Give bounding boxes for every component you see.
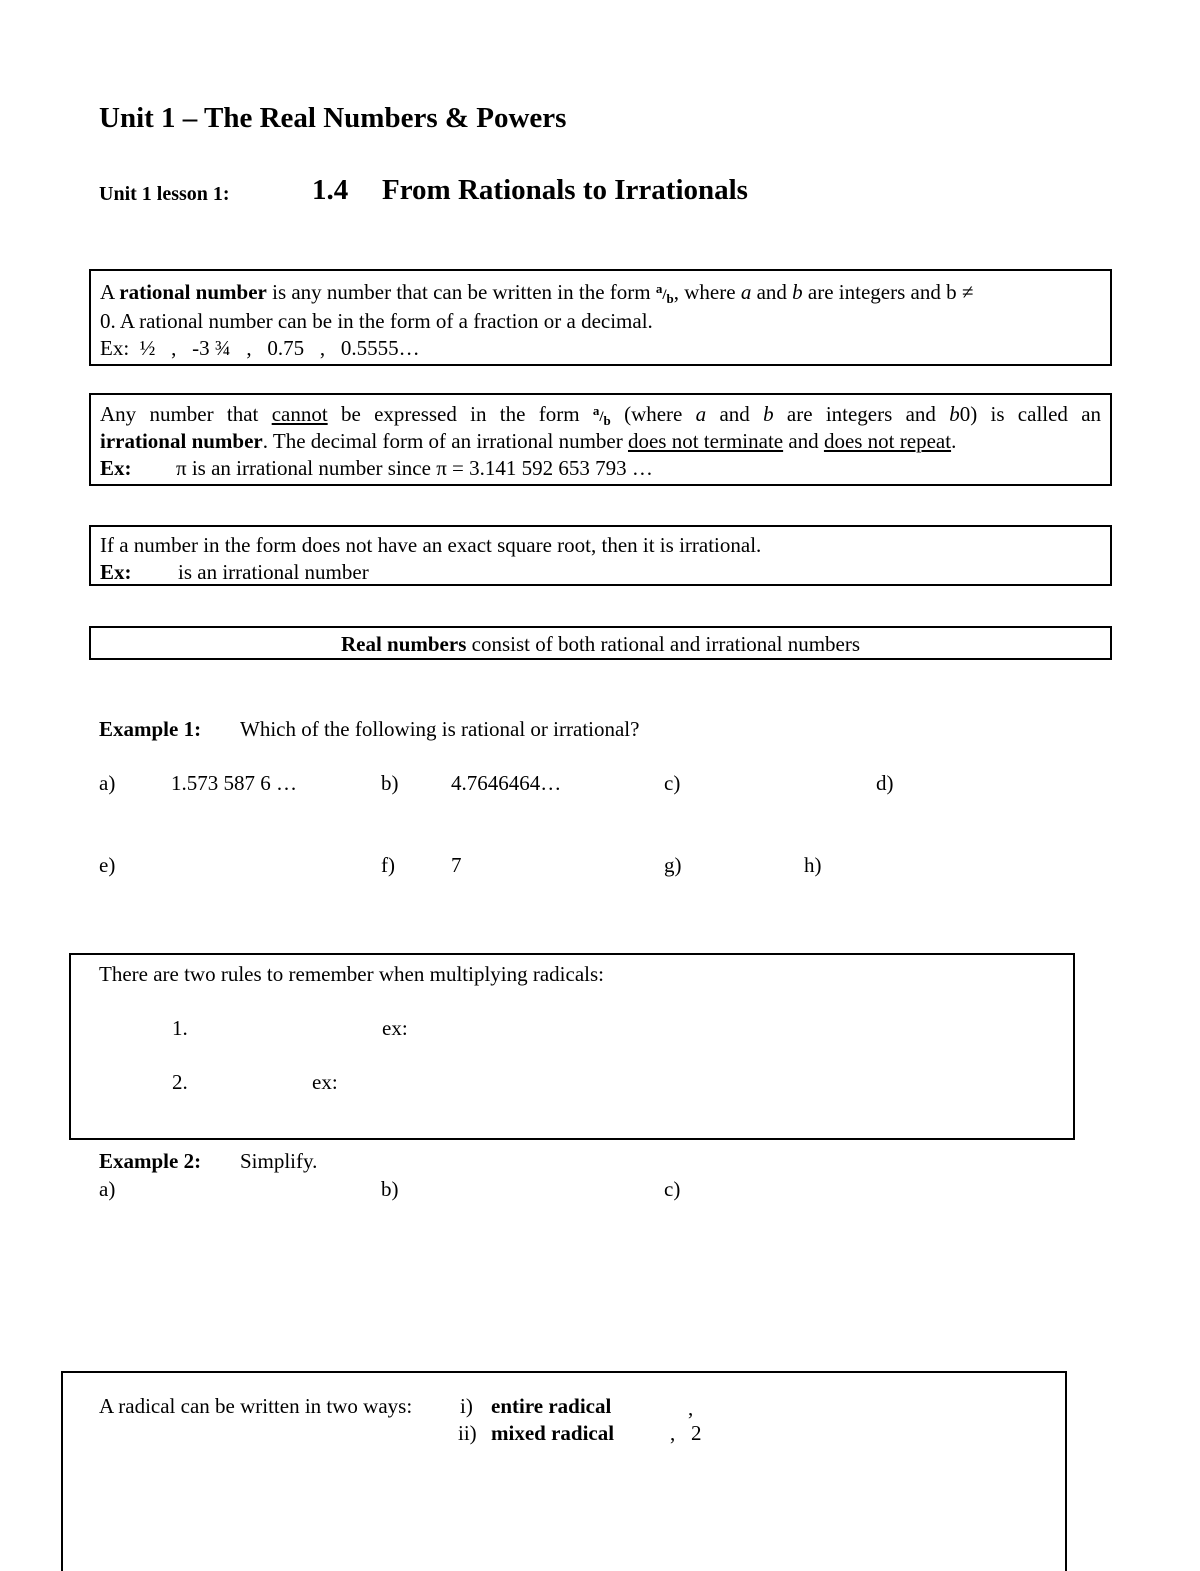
square-root-rule: If a number in the form does not have an exact square root, then it is irrational. (100, 533, 762, 557)
rule1-ex-label: ex: (382, 1016, 408, 1040)
example1-d-label: d) (876, 771, 894, 795)
radical-forms-box (61, 1371, 1067, 1571)
fraction-a-over-b: $^a/_b$ (655, 281, 674, 306)
example1-b-value: 4.7646464… (451, 771, 562, 795)
rules-intro: There are two rules to remember when multiplying radicals: (99, 962, 604, 986)
rule1-number: 1. (172, 1016, 188, 1040)
example2-label: Example 2: (99, 1149, 202, 1173)
irrational-term: irrational number (100, 428, 263, 453)
lesson-title: From Rationals to Irrationals (382, 174, 748, 206)
rule2-ex-label: ex: (312, 1070, 338, 1094)
square-root-box (89, 525, 1112, 586)
real-numbers-box (89, 626, 1112, 660)
example1-a-label: a) (99, 771, 116, 795)
example1-label: Example 1: (99, 717, 202, 741)
example2-c-label: c) (664, 1177, 681, 1201)
example1-h-label: h) (804, 853, 822, 877)
radical-intro: A radical can be written in two ways: (99, 1394, 413, 1418)
fraction-a-over-b: $^a/_b$ (592, 403, 611, 428)
irrational-example: Ex: π is an irrational number since π = 3.141 592 653 793 … (100, 456, 653, 481)
irrational-definition-box (89, 393, 1112, 486)
example1-f-value: 7 (451, 853, 462, 877)
example2-a-label: a) (99, 1177, 116, 1201)
example1-b-label: b) (381, 771, 399, 795)
irrational-definition-line2: irrational number. The decimal form of an irrational number does not terminate and does not repeat. (100, 428, 957, 453)
lesson-label: Unit 1 lesson 1: (99, 183, 230, 205)
entire-radical-tail: , (688, 1396, 694, 1420)
lesson-number: 1.4 (312, 174, 349, 206)
irrational-definition-text: Any number that cannot be expressed in the form $^a/_b$ (where a and b are integers and b0) is called an (100, 402, 1102, 428)
radical-ii-label: ii) (458, 1421, 477, 1445)
rational-definition-line2: 0. A rational number can be in the form of a fraction or a decimal. (100, 308, 653, 333)
example1-a-value: 1.573 587 6 … (171, 771, 297, 795)
rational-examples: Ex: ½ , -3 ¾ , 0.75 , 0.5555… (100, 336, 420, 361)
multiplying-radicals-box (69, 953, 1075, 1140)
radical-i-label: i) (460, 1394, 473, 1418)
example1-c-label: c) (664, 771, 681, 795)
example2-b-label: b) (381, 1177, 399, 1201)
real-numbers-text: Real numbers consist of both rational and irrational numbers (340, 632, 861, 656)
example1-g-label: g) (664, 853, 682, 877)
mixed-radical-term: mixed radical (491, 1421, 615, 1445)
mixed-radical-tail: , 2 (670, 1421, 702, 1445)
example1-e-label: e) (99, 853, 116, 877)
square-root-example: Ex: is an irrational number (100, 560, 369, 585)
rule2-number: 2. (172, 1070, 188, 1094)
rational-definition-box (89, 269, 1112, 366)
rational-definition-text: A rational number is any number that can be written in the form $^a/_b$, where a and b are integers and b ≠ (100, 280, 974, 306)
entire-radical-term: entire radical (491, 1394, 612, 1418)
example2-prompt: Simplify. (240, 1149, 318, 1173)
unit-title: Unit 1 – The Real Numbers & Powers (99, 102, 567, 134)
rational-term: rational number (119, 280, 267, 304)
example1-prompt: Which of the following is rational or irrational? (240, 717, 640, 741)
example1-f-label: f) (381, 853, 395, 877)
